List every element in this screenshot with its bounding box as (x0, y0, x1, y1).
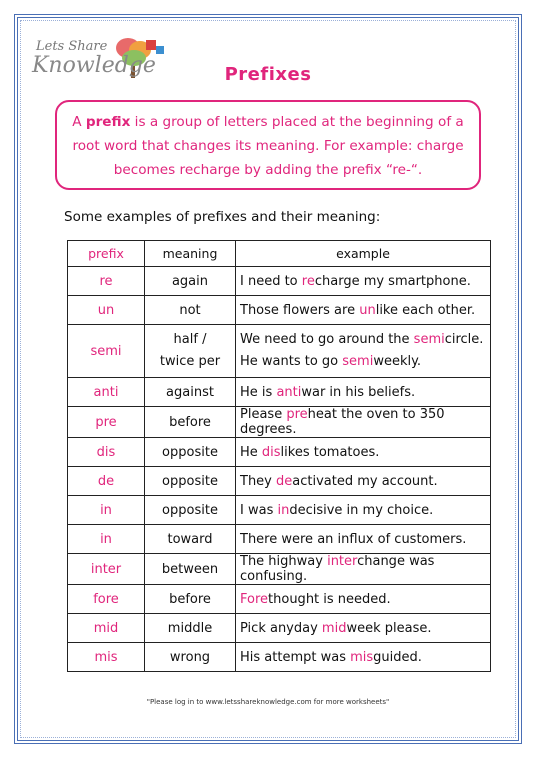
example-text: Those flowers are (240, 302, 360, 318)
example-cell (236, 296, 491, 325)
prefix-highlight: Fore (240, 591, 269, 607)
prefix-cell: re (68, 267, 145, 296)
prefix-highlight: inter (327, 554, 358, 569)
meaning-cell: middle (145, 614, 236, 643)
example-text: I was (240, 502, 278, 518)
meaning-cell: wrong (145, 643, 236, 672)
example-text: week please. (346, 620, 432, 636)
table-row (68, 438, 491, 467)
prefix-cell: mis (68, 643, 145, 672)
example-text: His attempt was (240, 649, 351, 665)
example-text: Pick anyday (240, 620, 322, 636)
table-row (68, 407, 491, 438)
definition-keyword: prefix (85, 114, 131, 130)
example-text: He is (240, 384, 277, 400)
example-text: war in his beliefs. (301, 384, 416, 400)
example-text: decisive in my choice. (289, 502, 434, 518)
example-text: change was confusing. (240, 554, 435, 584)
example-cell (236, 643, 491, 672)
example-text: thought is needed. (268, 591, 391, 607)
meaning-cell (145, 325, 236, 378)
table-row (68, 325, 491, 378)
meaning-cell: opposite (145, 496, 236, 525)
prefix-highlight: re (301, 273, 315, 289)
example-text: We need to go around the (240, 332, 414, 347)
example-text: weekly. (373, 354, 422, 369)
meaning-cell: against (145, 378, 236, 407)
page-title: Prefixes (224, 64, 312, 85)
table-row (68, 496, 491, 525)
example-text: circle. (444, 332, 484, 347)
example-text: heat the oven to 350 degrees. (240, 407, 445, 437)
example-text: charge my smartphone. (314, 273, 471, 289)
prefix-table (67, 240, 491, 672)
meaning-cell: again (145, 267, 236, 296)
example-cell (236, 585, 491, 614)
table-row (68, 643, 491, 672)
meaning-cell: not (145, 296, 236, 325)
prefix-cell: semi (68, 325, 145, 378)
prefix-highlight: anti (276, 384, 302, 400)
example-text: guided. (373, 649, 422, 665)
header-example: example (236, 241, 491, 267)
prefix-cell: fore (68, 585, 145, 614)
example-text: The highway (240, 554, 328, 569)
prefix-highlight: de (276, 473, 293, 489)
prefix-cell: de (68, 467, 145, 496)
example-cell (236, 554, 491, 585)
meaning-line: half / (173, 332, 207, 347)
prefix-highlight: mid (321, 620, 347, 636)
prefix-highlight: un (359, 302, 376, 318)
example-cell (236, 267, 491, 296)
example-cell (236, 378, 491, 407)
meaning-cell: before (145, 407, 236, 438)
example-text: activated my account. (292, 473, 438, 489)
table-row (68, 525, 491, 554)
meaning-cell: before (145, 585, 236, 614)
meaning-line: twice per (159, 354, 221, 369)
table-row (68, 296, 491, 325)
footer-note: "Please log in to www.letsshareknowledge.com for more worksheets" (146, 698, 390, 706)
example-text: He wants to go (240, 354, 343, 369)
prefix-cell: inter (68, 554, 145, 585)
prefix-cell: pre (68, 407, 145, 438)
example-cell (236, 496, 491, 525)
svg-text:Knowledge: Knowledge (32, 53, 156, 78)
meaning-cell: opposite (145, 467, 236, 496)
table-header-row (68, 241, 491, 267)
example-cell (236, 325, 491, 378)
example-text: He (240, 444, 262, 460)
example-cell (236, 467, 491, 496)
table-row (68, 467, 491, 496)
prefix-cell: mid (68, 614, 145, 643)
prefix-cell: in (68, 496, 145, 525)
svg-text:Lets Share: Lets Share (36, 39, 108, 54)
table-row (68, 585, 491, 614)
meaning-cell: between (145, 554, 236, 585)
example-text: Please (240, 407, 287, 422)
example-text: They (240, 473, 277, 489)
prefix-highlight: in (277, 502, 290, 518)
intro-text: Some examples of prefixes and their meaning: (64, 209, 381, 225)
prefix-cell: in (68, 525, 145, 554)
example-cell (236, 614, 491, 643)
prefix-highlight: semi (413, 332, 445, 347)
table-row (68, 378, 491, 407)
header-meaning: meaning (145, 241, 236, 267)
header-prefix: prefix (68, 241, 145, 267)
example-cell (236, 438, 491, 467)
prefix-highlight: semi (342, 354, 374, 369)
example-cell (236, 407, 491, 438)
meaning-cell: opposite (145, 438, 236, 467)
prefix-cell: anti (68, 378, 145, 407)
table-row (68, 554, 491, 585)
example-text: There were an influx of customers. (240, 531, 467, 547)
example-text: like each other. (375, 302, 476, 318)
table-row (68, 267, 491, 296)
definition-box: A prefix is a group of letters placed at the beginning of a root word that changes its meaning. For example: charge becomes recharge by adding the prefix “re-“. (55, 100, 481, 190)
meaning-cell: toward (145, 525, 236, 554)
prefix-cell: un (68, 296, 145, 325)
example-text: I need to (240, 273, 302, 289)
example-text: likes tomatoes. (280, 444, 380, 460)
table-row (68, 614, 491, 643)
prefix-highlight: mis (350, 649, 374, 665)
example-cell (236, 525, 491, 554)
prefix-highlight: dis (261, 444, 281, 460)
prefix-highlight: pre (286, 407, 308, 422)
prefix-cell: dis (68, 438, 145, 467)
